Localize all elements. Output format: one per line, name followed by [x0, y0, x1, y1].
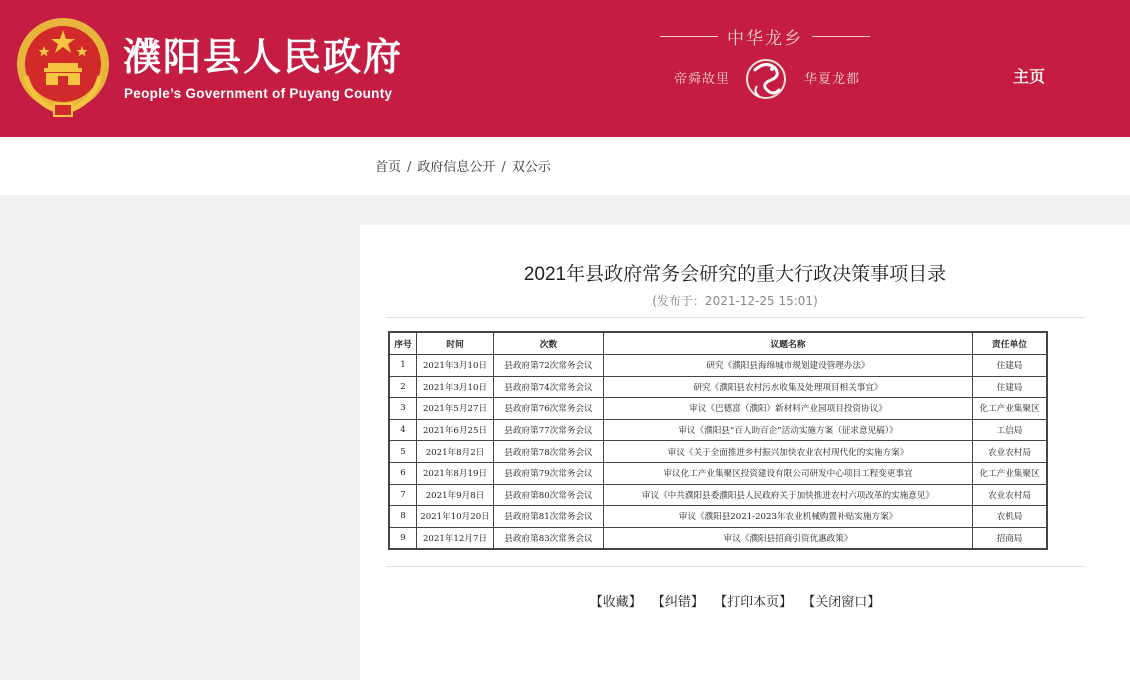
breadcrumb [375, 156, 551, 175]
decision-table [389, 332, 1047, 549]
cell-session: 县政府第74次常务会议 [494, 376, 604, 398]
cell-topic: 审议化工产业集聚区投资建设有限公司研发中心项目工程变更事宜 [604, 462, 973, 484]
cell-session: 县政府第78次常务会议 [494, 441, 604, 463]
cell-date: 2021年6月25日 [417, 419, 494, 441]
table-row [390, 441, 1047, 463]
cell-department: 住建局 [973, 355, 1047, 377]
cell-topic: 审议《巴德富（濮阳）新材料产业园项目投资协议》 [604, 398, 973, 420]
cell-department: 农业农村局 [973, 441, 1047, 463]
table-row [390, 527, 1047, 549]
table-row [390, 398, 1047, 420]
cell-session: 县政府第76次常务会议 [494, 398, 604, 420]
slogan-title: 中华龙乡 [727, 29, 803, 49]
article-panel [360, 225, 1130, 680]
cell-index: 2 [390, 376, 417, 398]
cell-session: 县政府第77次常务会议 [494, 419, 604, 441]
cell-department: 工信局 [973, 419, 1047, 441]
cell-department: 农机局 [973, 506, 1047, 528]
divider-top [386, 317, 1085, 318]
cell-topic: 审议《关于全面推进乡村振兴加快农业农村现代化的实施方案》 [604, 441, 973, 463]
cell-index: 1 [390, 355, 417, 377]
cell-topic: 研究《濮阳县农村污水收集及处理项目相关事宜》 [604, 376, 973, 398]
cell-session: 县政府第80次常务会议 [494, 484, 604, 506]
cell-session: 县政府第83次常务会议 [494, 527, 604, 549]
cell-date: 2021年9月8日 [417, 484, 494, 506]
breadcrumb-dual-publicity[interactable]: 双公示 [511, 160, 551, 175]
cell-department: 住建局 [973, 376, 1047, 398]
table-row [390, 355, 1047, 377]
breadcrumb-separator: / [501, 160, 506, 175]
report-error-link[interactable]: 【纠错】 [651, 595, 704, 610]
table-row [390, 376, 1047, 398]
cell-index: 3 [390, 398, 417, 420]
breadcrumb-gov-info[interactable]: 政府信息公开 [417, 160, 496, 175]
cell-department: 招商局 [973, 527, 1047, 549]
cell-date: 2021年8月2日 [417, 441, 494, 463]
cell-index: 6 [390, 462, 417, 484]
cell-department: 化工产业集聚区 [973, 462, 1047, 484]
cell-index: 7 [390, 484, 417, 506]
breadcrumb-home[interactable]: 首页 [375, 160, 402, 175]
table-row [390, 462, 1047, 484]
cell-session: 县政府第79次常务会议 [494, 462, 604, 484]
cell-index: 5 [390, 441, 417, 463]
national-emblem-icon [14, 16, 112, 118]
cell-date: 2021年3月10日 [417, 376, 494, 398]
cell-topic: 审议《濮阳县招商引资优惠政策》 [604, 527, 973, 549]
slogan-right-text: 华夏龙都 [804, 72, 861, 87]
cell-date: 2021年12月7日 [417, 527, 494, 549]
site-header [0, 0, 1130, 137]
cell-session: 县政府第72次常务会议 [494, 355, 604, 377]
article-title: 2021年县政府常务会研究的重大行政决策事项目录 [523, 264, 947, 285]
article-actions [360, 591, 1110, 610]
divider-bottom [386, 566, 1085, 567]
site-title-english: People’s Government of Puyang County [124, 86, 393, 101]
breadcrumb-bar [0, 137, 1130, 195]
publish-date: (发布于：2021-12-25 15:01) [652, 294, 818, 308]
favorite-link[interactable]: 【收藏】 [589, 595, 642, 610]
cell-topic: 审议《中共濮阳县委濮阳县人民政府关于加快推进农村六项改革的实施意见》 [604, 484, 973, 506]
breadcrumb-separator: / [407, 160, 412, 175]
cell-department: 农业农村局 [973, 484, 1047, 506]
table-row [390, 419, 1047, 441]
cell-session: 县政府第81次常务会议 [494, 506, 604, 528]
header-cell-index: 序号 [390, 333, 417, 355]
nav-home-link[interactable]: 主页 [1013, 67, 1046, 86]
slogan-banner [660, 18, 870, 118]
table-row [390, 484, 1047, 506]
cell-date: 2021年3月10日 [417, 355, 494, 377]
header-cell-session: 次数 [494, 333, 604, 355]
header-cell-topic: 议题名称 [604, 333, 973, 355]
cell-index: 9 [390, 527, 417, 549]
cell-department: 化工产业集聚区 [973, 398, 1047, 420]
close-window-link[interactable]: 【关闭窗口】 [802, 595, 881, 610]
cell-date: 2021年10月20日 [417, 506, 494, 528]
dragon-icon [745, 56, 787, 102]
cell-topic: 审议《濮阳县2021-2023年农业机械购置补贴实施方案》 [604, 506, 973, 528]
cell-topic: 研究《濮阳县海绵城市规划建设管理办法》 [604, 355, 973, 377]
table-header-row [390, 333, 1047, 355]
cell-index: 8 [390, 506, 417, 528]
table-row [390, 506, 1047, 528]
cell-date: 2021年5月27日 [417, 398, 494, 420]
header-cell-department: 责任单位 [973, 333, 1047, 355]
cell-date: 2021年8月19日 [417, 462, 494, 484]
print-page-link[interactable]: 【打印本页】 [714, 595, 793, 610]
slogan-left-text: 帝舜故里 [674, 72, 731, 87]
site-title: 濮阳县人民政府 [123, 35, 404, 79]
header-cell-date: 时间 [417, 333, 494, 355]
cell-topic: 审议《濮阳县“百人助百企”活动实施方案（征求意见稿）》 [604, 419, 973, 441]
cell-index: 4 [390, 419, 417, 441]
